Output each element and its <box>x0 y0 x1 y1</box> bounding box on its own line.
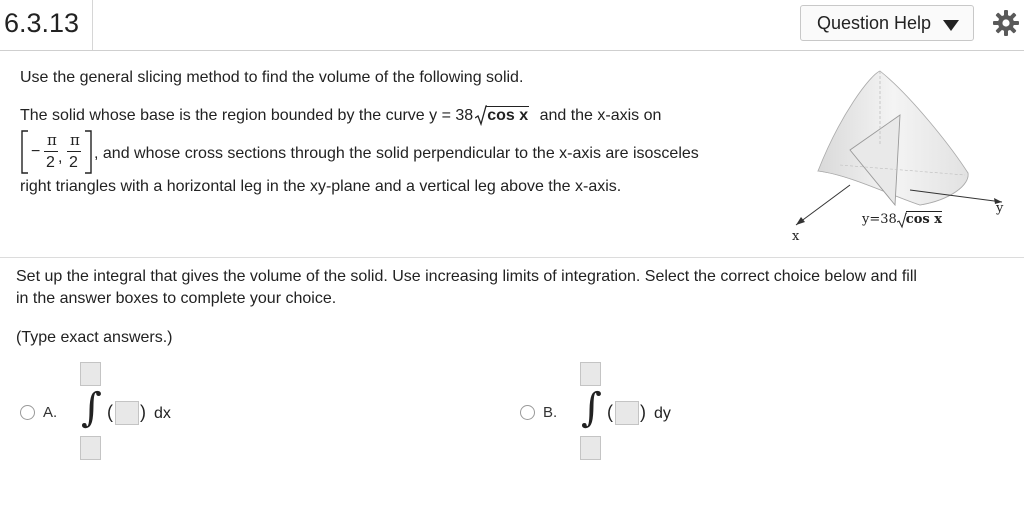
question-number: 6.3.13 <box>4 8 80 38</box>
choice-a-radio[interactable] <box>20 405 35 420</box>
choice-b-close-paren: ) <box>640 402 646 422</box>
choice-b-lower-limit-input[interactable] <box>580 436 601 460</box>
dropdown-triangle-icon <box>943 20 959 31</box>
header-bottom-border <box>0 50 1024 51</box>
fraction-bar-1 <box>44 151 58 152</box>
interval-comma: , <box>58 149 63 166</box>
curve-label-radicand: cos x <box>905 212 942 227</box>
fraction-bar-2 <box>67 151 81 152</box>
choice-a-lower-limit-input[interactable] <box>80 436 101 460</box>
choice-a-label: A. <box>43 404 58 421</box>
x-axis-label: x <box>792 229 800 244</box>
choice-a-integrand-input[interactable] <box>115 401 139 425</box>
curve-label-prefix: y=38 <box>862 212 897 227</box>
choice-b-differential: dy <box>654 405 671 422</box>
sqrt-expression <box>475 106 529 126</box>
problem-line-3: right triangles with a horizontal leg in the xy-plane and a vertical leg above the x-axis. <box>20 178 622 195</box>
question-help-button[interactable] <box>800 5 974 41</box>
sqrt-sign <box>475 105 487 127</box>
interval-expression <box>20 130 100 174</box>
problem-intro: Use the general slicing method to find the volume of the following solid. <box>20 69 524 86</box>
choice-a-upper-limit-input[interactable] <box>80 362 101 386</box>
integral-sign-icon: ∫ <box>81 385 102 431</box>
right-bracket <box>83 130 93 174</box>
header-divider <box>92 0 93 50</box>
instructions-line-2: in the answer boxes to complete your choice. <box>16 290 337 307</box>
problem-line-1-pre: The solid whose base is the region bounded by the curve y = 38 <box>20 107 474 124</box>
choice-a-close-paren: ) <box>140 402 146 422</box>
interval-pi-1: π <box>47 131 57 149</box>
interval-two-1: 2 <box>46 154 55 171</box>
curve-label-sqrt <box>897 212 942 227</box>
problem-line-2: , and whose cross sections through the solid perpendicular to the x-axis are isosceles <box>94 145 699 162</box>
problem-line-1-post: and the x-axis on <box>539 107 662 124</box>
y-axis-label: y <box>996 201 1004 216</box>
choice-a-open-paren: ( <box>107 402 113 422</box>
instructions-note: (Type exact answers.) <box>16 329 173 346</box>
curve-sqrt-sign <box>897 212 907 229</box>
choice-b-open-paren: ( <box>607 402 613 422</box>
question-help-label: Question Help <box>817 13 932 33</box>
interval-two-2: 2 <box>69 154 78 171</box>
section-divider <box>0 257 1024 258</box>
problem-line-1 <box>20 106 661 126</box>
integral-sign-icon: ∫ <box>581 385 602 431</box>
gear-icon[interactable] <box>992 9 1020 37</box>
left-bracket <box>20 130 30 174</box>
choice-b-radio[interactable] <box>520 405 535 420</box>
choice-b-label: B. <box>543 404 558 421</box>
curve-label <box>862 212 942 227</box>
sqrt-radicand: cos x <box>487 107 529 124</box>
instructions-line-1: Set up the integral that gives the volume of the solid. Use increasing limits of integration. Select the correct choice below and fill <box>16 268 917 285</box>
interval-minus: − <box>31 143 41 160</box>
interval-pi-2: π <box>70 131 80 149</box>
choice-b-integrand-input[interactable] <box>615 401 639 425</box>
choice-a-differential: dx <box>154 405 171 422</box>
choice-b-upper-limit-input[interactable] <box>580 362 601 386</box>
